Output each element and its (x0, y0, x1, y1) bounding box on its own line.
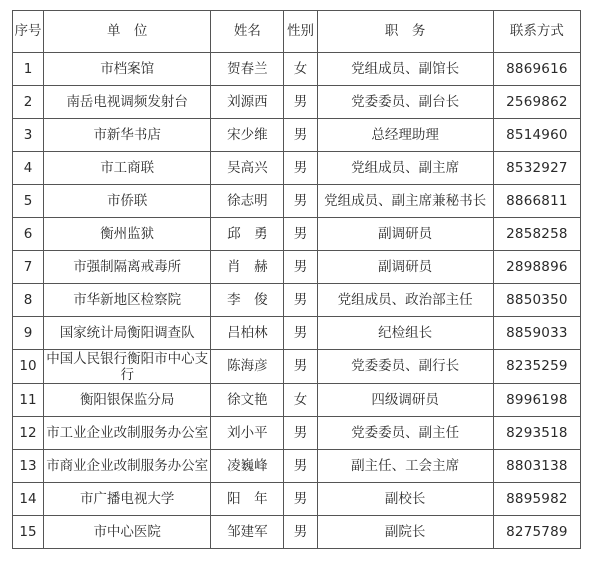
cell-phone: 8235259 (493, 350, 580, 384)
cell-phone: 8869616 (493, 53, 580, 86)
cell-gender: 男 (284, 317, 317, 350)
cell-phone: 2858258 (493, 218, 580, 251)
cell-title: 副院长 (317, 516, 493, 549)
cell-gender: 男 (284, 86, 317, 119)
personnel-contact-table (12, 10, 581, 549)
cell-unit: 市中心医院 (44, 516, 211, 549)
table-row (13, 516, 581, 549)
cell-unit: 南岳电视调频发射台 (44, 86, 211, 119)
table-row (13, 185, 581, 218)
cell-title: 副主任、工会主席 (317, 450, 493, 483)
cell-title: 党委委员、副台长 (317, 86, 493, 119)
cell-name: 凌巍峰 (211, 450, 284, 483)
cell-seq: 7 (13, 251, 44, 284)
cell-gender: 男 (284, 119, 317, 152)
cell-unit: 市强制隔离戒毒所 (44, 251, 211, 284)
cell-gender: 男 (284, 516, 317, 549)
cell-name: 徐文艳 (211, 384, 284, 417)
cell-title: 党组成员、副主席兼秘书长 (317, 185, 493, 218)
cell-seq: 2 (13, 86, 44, 119)
header-seq: 序号 (13, 11, 44, 53)
cell-seq: 6 (13, 218, 44, 251)
cell-phone: 8850350 (493, 284, 580, 317)
cell-name: 吴高兴 (211, 152, 284, 185)
cell-phone: 8532927 (493, 152, 580, 185)
cell-unit: 中国人民银行衡阳市中心支行 (44, 350, 211, 384)
header-phone: 联系方式 (493, 11, 580, 53)
header-unit: 单 位 (44, 11, 211, 53)
table-row (13, 86, 581, 119)
cell-name: 宋少维 (211, 119, 284, 152)
cell-gender: 男 (284, 152, 317, 185)
cell-seq: 1 (13, 53, 44, 86)
cell-unit: 市档案馆 (44, 53, 211, 86)
cell-title: 党组成员、副主席 (317, 152, 493, 185)
header-name: 姓名 (211, 11, 284, 53)
cell-title: 党委委员、副主任 (317, 417, 493, 450)
cell-title: 纪检组长 (317, 317, 493, 350)
table-row (13, 53, 581, 86)
cell-seq: 9 (13, 317, 44, 350)
cell-name: 邱 勇 (211, 218, 284, 251)
cell-unit: 市广播电视大学 (44, 483, 211, 516)
table-row (13, 483, 581, 516)
table-row (13, 218, 581, 251)
cell-title: 四级调研员 (317, 384, 493, 417)
cell-name: 刘源西 (211, 86, 284, 119)
cell-unit: 衡阳银保监分局 (44, 384, 211, 417)
cell-unit: 市工业企业改制服务办公室 (44, 417, 211, 450)
cell-gender: 男 (284, 350, 317, 384)
cell-gender: 男 (284, 218, 317, 251)
cell-phone: 8866811 (493, 185, 580, 218)
cell-gender: 男 (284, 185, 317, 218)
table-row (13, 119, 581, 152)
cell-gender: 男 (284, 284, 317, 317)
cell-title: 党委委员、副行长 (317, 350, 493, 384)
cell-unit: 衡州监狱 (44, 218, 211, 251)
cell-name: 陈海彦 (211, 350, 284, 384)
cell-name: 徐志明 (211, 185, 284, 218)
cell-seq: 4 (13, 152, 44, 185)
table-row (13, 384, 581, 417)
cell-phone: 8859033 (493, 317, 580, 350)
cell-seq: 3 (13, 119, 44, 152)
cell-phone: 8514960 (493, 119, 580, 152)
cell-phone: 8803138 (493, 450, 580, 483)
cell-gender: 男 (284, 450, 317, 483)
table-row (13, 284, 581, 317)
cell-seq: 15 (13, 516, 44, 549)
cell-unit: 国家统计局衡阳调查队 (44, 317, 211, 350)
cell-seq: 8 (13, 284, 44, 317)
table-row (13, 350, 581, 384)
cell-unit: 市商业企业改制服务办公室 (44, 450, 211, 483)
cell-phone: 8275789 (493, 516, 580, 549)
table-row (13, 417, 581, 450)
cell-unit: 市工商联 (44, 152, 211, 185)
table-header-row (13, 11, 581, 53)
table-row (13, 251, 581, 284)
header-title: 职 务 (317, 11, 493, 53)
cell-seq: 13 (13, 450, 44, 483)
cell-gender: 女 (284, 384, 317, 417)
cell-name: 肖 赫 (211, 251, 284, 284)
cell-gender: 男 (284, 417, 317, 450)
cell-seq: 10 (13, 350, 44, 384)
cell-name: 邹建军 (211, 516, 284, 549)
cell-name: 刘小平 (211, 417, 284, 450)
cell-title: 副调研员 (317, 251, 493, 284)
cell-gender: 男 (284, 251, 317, 284)
header-gender: 性别 (284, 11, 317, 53)
cell-phone: 8996198 (493, 384, 580, 417)
cell-seq: 11 (13, 384, 44, 417)
cell-phone: 8895982 (493, 483, 580, 516)
cell-name: 阳 年 (211, 483, 284, 516)
cell-name: 吕柏林 (211, 317, 284, 350)
cell-title: 副校长 (317, 483, 493, 516)
table-row (13, 450, 581, 483)
cell-name: 李 俊 (211, 284, 284, 317)
cell-phone: 2898896 (493, 251, 580, 284)
cell-name: 贺春兰 (211, 53, 284, 86)
cell-unit: 市新华书店 (44, 119, 211, 152)
cell-gender: 女 (284, 53, 317, 86)
cell-phone: 2569862 (493, 86, 580, 119)
cell-phone: 8293518 (493, 417, 580, 450)
cell-title: 党组成员、副馆长 (317, 53, 493, 86)
cell-title: 党组成员、政治部主任 (317, 284, 493, 317)
table-row (13, 152, 581, 185)
cell-unit: 市侨联 (44, 185, 211, 218)
cell-gender: 男 (284, 483, 317, 516)
cell-seq: 14 (13, 483, 44, 516)
table-row (13, 317, 581, 350)
cell-title: 总经理助理 (317, 119, 493, 152)
cell-unit: 市华新地区检察院 (44, 284, 211, 317)
cell-title: 副调研员 (317, 218, 493, 251)
cell-seq: 5 (13, 185, 44, 218)
cell-seq: 12 (13, 417, 44, 450)
